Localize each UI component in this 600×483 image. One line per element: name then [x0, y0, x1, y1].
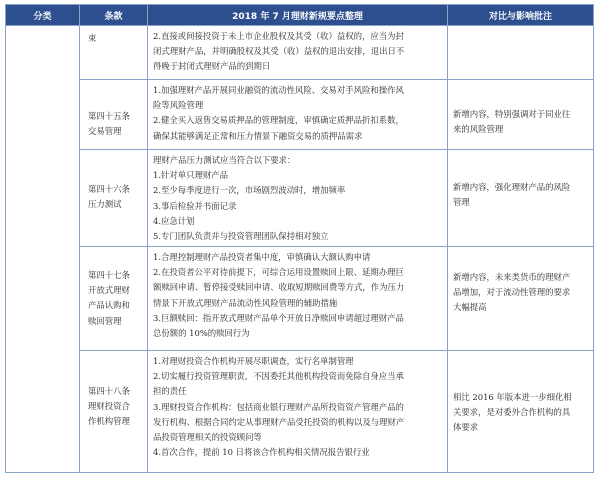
clause-cell: [80, 150, 148, 247]
comment-line: 品增加，对于流动性管理的要求: [453, 287, 571, 298]
content-line: 2.切实履行投资管理职责，不因委托其他机构投资而免除自身应当承: [153, 371, 404, 382]
table-row: [6, 150, 594, 247]
content-cell: [148, 150, 448, 247]
table-row: [6, 247, 594, 351]
clause-line: 第四十七条: [88, 270, 130, 280]
comment-cell: [448, 247, 594, 351]
comment-line: 关要求，是对委外合作机构的具: [453, 407, 571, 418]
content-line: 2.至少每季度进行一次，市场剧烈波动时，增加频率: [153, 185, 346, 196]
content-line: 3.巨额赎回：指开放式理财产品单个开放日净赎回申请超过理财产品: [153, 312, 404, 323]
table-row: [6, 26, 594, 80]
content-line: 4.首次合作，提前 10 日将该合作机构相关情况报告银行业: [153, 447, 370, 458]
content-line: 额赎回申请、暂停接受赎回申请、收取短期赎回费等方式，作为压力: [153, 282, 405, 293]
comment-line: 大幅提高: [453, 302, 487, 313]
content-cell: [148, 351, 448, 473]
clause-cell: [80, 247, 148, 351]
content-line: 1.针对单只理财产品: [153, 170, 228, 181]
content-line: 品投资管理相关的投资顾问等: [153, 432, 262, 443]
clause-line: 赎回管理: [88, 315, 122, 326]
clause-line: 第四十五条: [88, 111, 130, 121]
comment-cell: [448, 26, 594, 80]
page: [0, 4, 600, 483]
clause-line: 交易管理: [88, 126, 122, 137]
content-cell: [148, 80, 448, 150]
content-line: 4.应急计划: [153, 215, 195, 226]
content-line: 3.理财投资合作机构：包括商业银行理财产品所投资资产管理产品的: [153, 401, 404, 412]
content-line: 5.专门团队负责并与投资管理团队保持相对独立: [153, 231, 329, 242]
content-line: 1.合理控制理财产品投资者集中度，审慎确认大额认购申请: [153, 252, 371, 262]
clause-line: 第四十八条: [88, 386, 130, 396]
clause-line: 作机构管理: [88, 416, 130, 427]
comment-line: 管理: [453, 197, 470, 208]
comment-cell: [448, 80, 594, 150]
content-line: 发行机构、根据合同约定从事理财产品受托投资的机构以及与理财产: [153, 416, 405, 427]
clause-cell: [80, 80, 148, 150]
comment-cell: [448, 150, 594, 247]
category-cell: [6, 26, 80, 473]
comment-line: 新增内容，未来类货币的理财产: [453, 272, 571, 282]
comment-line: 来的风险管理: [453, 124, 504, 135]
comment-cell: [448, 351, 594, 473]
clause-line: 第四十六条: [88, 184, 130, 194]
comment-line: 相比 2016 年版本进一步细化相: [453, 392, 572, 402]
clause-line: 开放式理财: [88, 285, 130, 296]
content-line: 理财产品压力测试应当符合以下要求：: [153, 155, 296, 165]
clause-cell: [80, 26, 148, 80]
clause-cell: [80, 351, 148, 473]
clause-line: 产品认购和: [88, 300, 130, 311]
content-line: 2.直接或间接投资于未上市企业股权及其受（收）益权的，应当为封: [153, 31, 404, 41]
content-line: 1.加强理财产品开展同业融资的流动性风险、交易对手风险和操作风: [153, 85, 404, 95]
comment-line: 新增内容，强化理财产品的风险: [453, 182, 571, 192]
content-line: 担的责任: [153, 386, 187, 397]
content-line: 情景下开放式理财产品流动性风险管理的辅助措施: [153, 297, 338, 308]
header-clause: 条款: [80, 5, 148, 26]
content-line: 1.对理财投资合作机构开展尽职调查，实行名单制管理: [153, 356, 354, 366]
content-line: 闭式理财产品，并明确股权及其受（收）益权的退出安排，退出日不: [153, 46, 405, 57]
header-comment: 对比与影响批注: [448, 5, 594, 26]
regulation-table: [5, 4, 594, 473]
header-category: 分类: [6, 5, 80, 26]
table-row: [6, 351, 594, 473]
content-line: 2.在投资者公平对待前提下，可综合运用设置赎回上限、延期办理巨: [153, 267, 404, 278]
clause-line: 理财投资合: [88, 401, 130, 412]
content-line: 2.健全买入返售交易质押品的管理制度，审慎确定质押品折扣系数，: [153, 115, 404, 126]
clause-line: 压力测试: [88, 199, 122, 210]
content-line: 确保其能够满足正常和压力情景下融资交易的质押品需求: [153, 130, 363, 141]
comment-line: 新增内容，特别强调对于同业往: [453, 109, 571, 119]
content-line: 险等风险管理: [153, 100, 204, 111]
table-header-row: [6, 5, 594, 26]
content-cell: [148, 26, 448, 80]
content-line: 总份额的 10%的赎回行为: [153, 328, 250, 339]
header-main: 2018 年 7 月理财新规要点整理: [148, 5, 448, 26]
comment-line: 体要求: [453, 422, 479, 433]
content-line: 得晚于封闭式理财产品的到期日: [153, 61, 271, 72]
table-row: [6, 80, 594, 150]
content-cell: [148, 247, 448, 351]
clause-line: 束: [88, 33, 97, 43]
content-line: 3.事后检验并书面记录: [153, 200, 237, 211]
